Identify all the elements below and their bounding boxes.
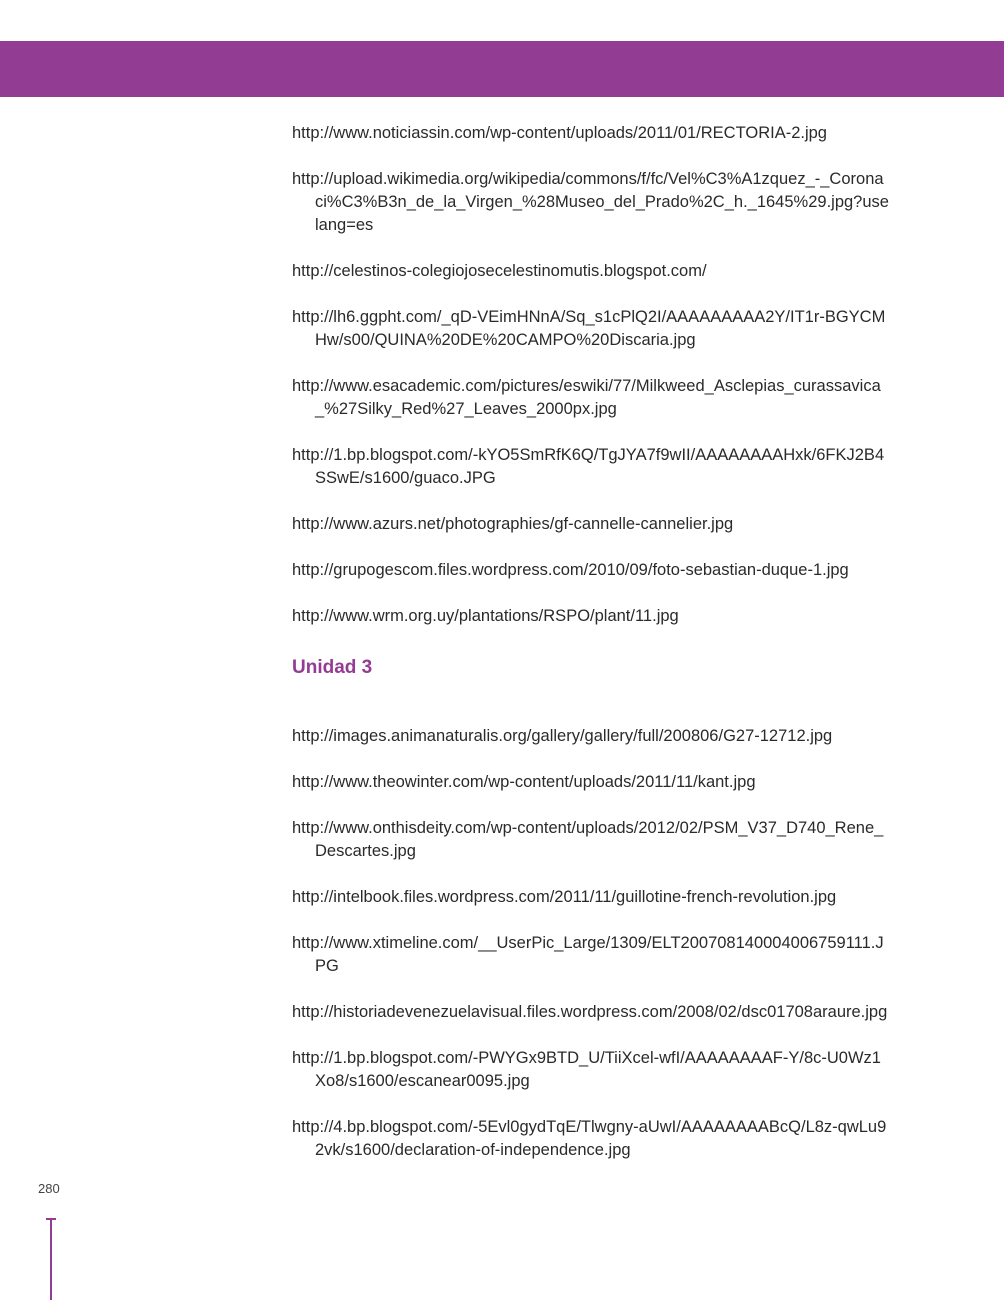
reference-entry: http://4.bp.blogspot.com/-5Evl0gydTqE/Tlwgny-aUwI/AAAAAAAABcQ/L8z-qwLu92vk/s1600/declaration-of-independence.jpg <box>292 1118 887 1159</box>
reference-entry: http://1.bp.blogspot.com/-PWYGx9BTD_U/TiiXcel-wfI/AAAAAAAAF-Y/8c-U0Wz1Xo8/s1600/escanear0095.jpg <box>292 1049 881 1090</box>
reference-entry: http://grupogescom.files.wordpress.com/2010/09/foto-sebastian-duque-1.jpg <box>292 561 849 579</box>
reference-entry: http://www.onthisdeity.com/wp-content/uploads/2012/02/PSM_V37_D740_Rene_Descartes.jpg <box>292 819 884 860</box>
reference-entry: http://historiadevenezuelavisual.files.wordpress.com/2008/02/dsc01708araure.jpg <box>292 1003 888 1021</box>
header-band <box>0 41 1004 97</box>
reference-entry: http://www.xtimeline.com/__UserPic_Large/1309/ELT200708140004006759111.JPG <box>292 934 884 975</box>
reference-entry: http://www.wrm.org.uy/plantations/RSPO/plant/11.jpg <box>292 607 679 625</box>
reference-entry: http://images.animanaturalis.org/gallery/gallery/full/200806/G27-12712.jpg <box>292 727 833 745</box>
references-list <box>292 122 890 1185</box>
reference-entry: http://lh6.ggpht.com/_qD-VEimHNnA/Sq_s1cPlQ2I/AAAAAAAAA2Y/IT1r-BGYCMHw/s00/QUINA%20DE%20CAMPO%20Discaria.jpg <box>292 308 886 349</box>
reference-entry: http://www.theowinter.com/wp-content/uploads/2011/11/kant.jpg <box>292 773 756 791</box>
page-number: 280 <box>38 1181 60 1196</box>
reference-entry: http://celestinos-colegiojosecelestinomutis.blogspot.com/ <box>292 262 707 280</box>
reference-entry: http://www.azurs.net/photographies/gf-cannelle-cannelier.jpg <box>292 515 734 533</box>
section-heading-unidad-3: Unidad 3 <box>292 657 373 678</box>
margin-rule <box>50 1218 52 1300</box>
reference-entry: http://www.esacademic.com/pictures/eswiki/77/Milkweed_Asclepias_curassavica_%27Silky_Red%27_Leaves_2000px.jpg <box>292 377 881 418</box>
reference-entry: http://1.bp.blogspot.com/-kYO5SmRfK6Q/TgJYA7f9wII/AAAAAAAAHxk/6FKJ2B4SSwE/s1600/guaco.JPG <box>292 446 885 487</box>
reference-entry: http://www.noticiassin.com/wp-content/uploads/2011/01/RECTORIA-2.jpg <box>292 124 827 142</box>
reference-entry: http://upload.wikimedia.org/wikipedia/commons/f/fc/Vel%C3%A1zquez_-_Coronaci%C3%B3n_de_la_Virgen_%28Museo_del_Prado%2C_h._1645%29.jpg?uselang=es <box>292 170 889 234</box>
reference-entry: http://intelbook.files.wordpress.com/2011/11/guillotine-french-revolution.jpg <box>292 888 837 906</box>
